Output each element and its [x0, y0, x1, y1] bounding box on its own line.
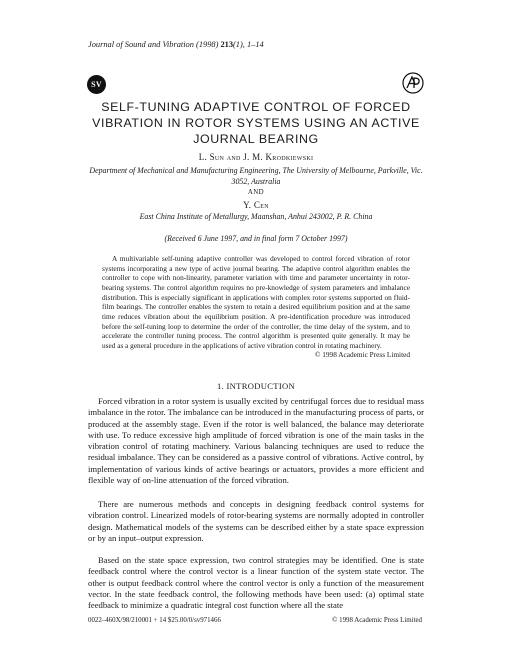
academic-press-logo-icon [402, 72, 424, 94]
paper-title: SELF-TUNING ADAPTIVE CONTROL OF FORCED VIBRATION IN ROTOR SYSTEMS USING AN ACTIVE JOURNAL BEARING [92, 100, 420, 146]
author-3-line [88, 200, 424, 210]
author-conjunction: and [224, 152, 244, 162]
footer-code: 0022–460X/98/210001 + 14 $25.00/0/sv971466 [88, 617, 221, 624]
author-1-initials: L. [198, 152, 210, 162]
intro-paragraph-3: Based on the state space expression, two control strategies may be identified. One is state feedback control where the control vector is a linear function of the system state vector. The other is output feedback control where the control vector is only a function of the measurement vector. In the state feedback control, the following methods have been used: (a) optimal state feedback to minimize a quadratic integral cost function where all the state [88, 555, 424, 611]
intro-paragraph-2: There are numerous methods and concepts in designing feedback control systems for vibration control. Linearized models of rotor-bearing systems are normally adopted in controller design. Mathematical models of the systems can be described either by a state space expression or by an input–output expression. [88, 499, 424, 543]
footer-copyright: © 1998 Academic Press Limited [332, 617, 422, 624]
author-3-surname: Cen [253, 200, 269, 210]
author-1-surname: Sun [209, 152, 225, 162]
journal-volume: 213 [220, 40, 234, 49]
abstract-copyright: © 1998 Academic Press Limited [314, 350, 410, 359]
journal-year: (1998) [196, 40, 219, 49]
and-separator: AND [247, 189, 265, 196]
journal-name: Journal of Sound and Vibration [88, 40, 194, 49]
author-2-initials: J. M. [243, 152, 266, 162]
affiliation-1: Department of Mechanical and Manufacturing Engineering, The University of Melbourne, Parkville, Vic. 3052, Australia [89, 166, 423, 186]
journal-issue-pages: (1), 1–14 [233, 40, 264, 49]
authors-line [88, 152, 424, 162]
journal-citation [88, 40, 264, 49]
author-2-surname: Krodkiewski [265, 152, 314, 162]
author-3-initials: Y. [243, 200, 254, 210]
sv-logo-icon: SV [87, 75, 106, 94]
received-dates: (Received 6 June 1997, and in final form 7 October 1997) [164, 234, 348, 243]
abstract-text: A multivariable self-tuning adaptive controller was developed to control forced vibration of rotor systems incorporating a new type of active journal bearing. The adaptive control algorithm enables the controller to cope with non-linearity, parameter variation with time and parameter uncertainty in rotor-bearing systems. The control algorithm requires no pre-knowledge of system parameters and imbalance distribution. This is especially significant in applications with complex rotor systems supported on fluid-film bearings. The controller enables the system to retain a desired equilibrium position and at the same time reduces vibration about the equilibrium position. A pre-identification procedure was introduced before the self-tuning loop to determine the order of the controller, the time delay of the system, and to accelerate the controller tuning process. The control algorithm is presented quite generally. It may be used as a general procedure in the applications of active vibration control in rotating machinery. [102, 254, 410, 350]
intro-paragraph-1: Forced vibration in a rotor system is usually excited by centrifugal forces due to residual mass imbalance in the rotor. The imbalance can be introduced in the manufacturing process of parts, or produced at the assembly stage. Even if the rotor is well balanced, the balance may deteriorate with use. To reduce excessive high amplitude of forced vibration is one of the main tasks in the vibration control of rotating machinery. Various balancing techniques are used to reduce the residual imbalance. They can be considered as a passive control of vibrations. Active control, by implementation of various kinds of active bearings or actuators, provides a more efficient and flexible way of on-line attenuation of the forced vibration. [88, 396, 424, 486]
affiliation-2: East China Institute of Metallurgy, Maanshan, Anhui 243002, P. R. China [139, 212, 373, 221]
section-heading: 1. INTRODUCTION [216, 381, 296, 391]
